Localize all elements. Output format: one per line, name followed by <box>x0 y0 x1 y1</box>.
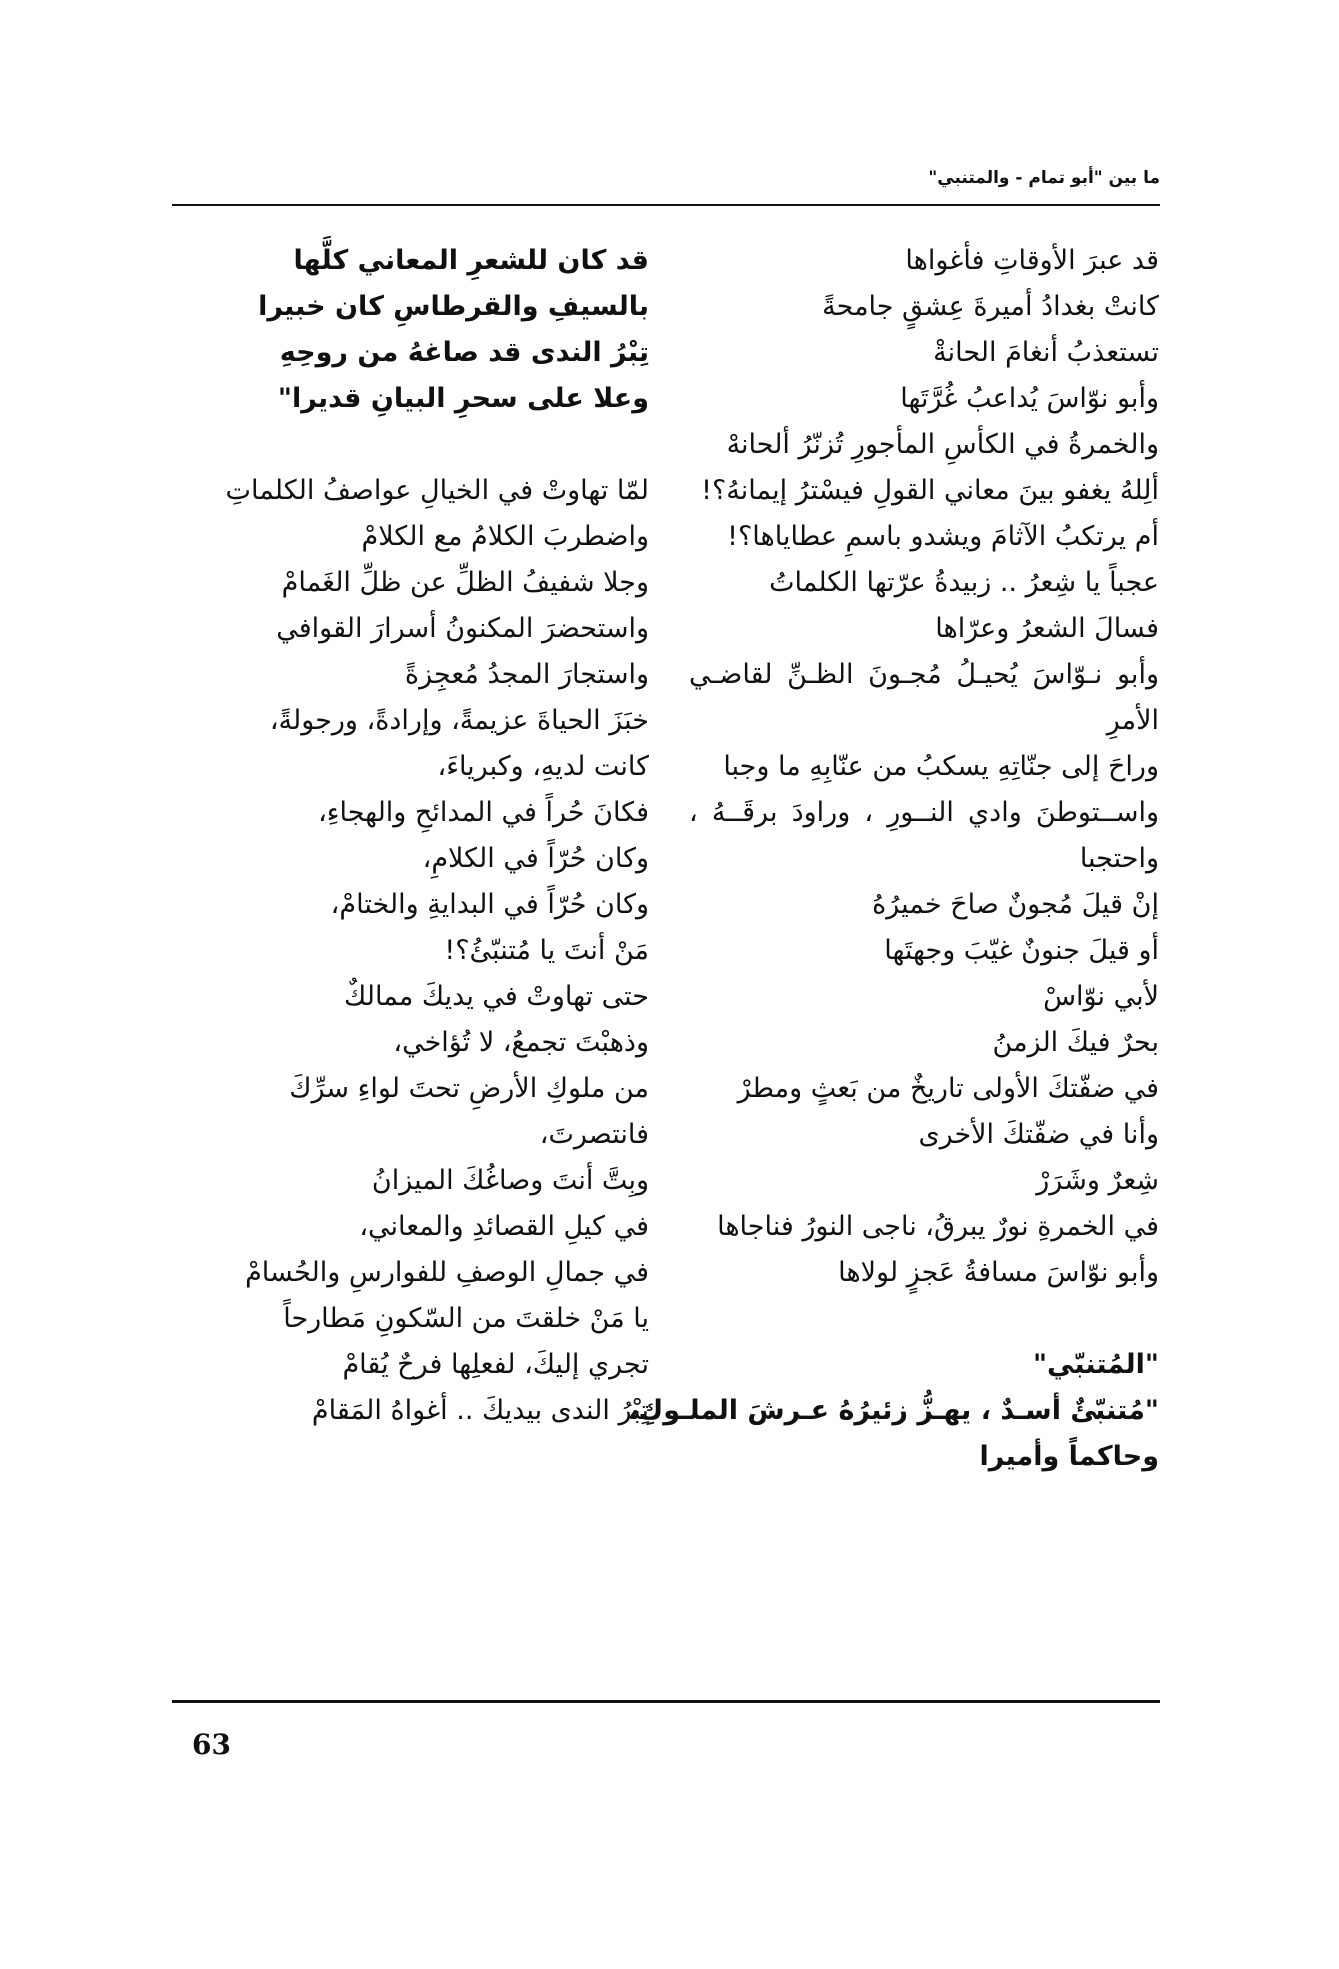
poem-line: وراحَ إلى جنّاتِهِ يسكبُ من عنّابِهِ ما وجبا <box>723 751 1159 782</box>
poem-line-bold: بالسيفِ والقرطاسِ كان خبيرا <box>258 291 649 322</box>
poem-line: وأبو نـوّاسَ يُحيـلُ مُجـونَ الظـنِّ لقاضـي <box>689 659 1159 690</box>
poem-line: واستحضرَ المكنونُ أسرارَ القوافي <box>276 613 649 644</box>
poem-line: والخمرةُ في الكأسِ المأجورِ تُزنّرُ ألحانهْ <box>726 429 1159 460</box>
poem-line: وأنا في ضفّتكَ الأخرى <box>918 1119 1159 1150</box>
poem-line: أم يرتكبُ الآثامَ ويشدو باسمِ عطاياها؟! <box>727 521 1159 552</box>
poem-line: وبِتَّ أنتَ وصاغُكَ الميزانُ <box>371 1165 649 1196</box>
poem-line: فانتصرتَ، <box>539 1119 649 1150</box>
poem-line: فكانَ حُراً في المدائحِ والهجاءِ، <box>318 797 649 828</box>
right-column <box>628 238 1159 1480</box>
page-number: 63 <box>192 1728 231 1761</box>
poem-line: وكان حُرّاً في الكلامِ، <box>422 843 649 874</box>
poem-line: وكان حُرّاً في البدايةِ والختامْ، <box>330 889 649 920</box>
poem-line: ألِلهُ يغفو بينَ معاني القولِ فيسْترُ إيمانهُ؟! <box>701 475 1159 506</box>
poem-line: تِبْرُ الندى بيديكَ .. أغواهُ المَقامْ <box>311 1395 649 1426</box>
page-header <box>172 168 1160 216</box>
poem-line: في الخمرةِ نورٌ يبرقُ، ناجى النورُ فناجاها <box>717 1211 1159 1242</box>
section-heading: "المُتنبّي" <box>1032 1349 1159 1380</box>
poem-line: في ضفّتكَ الأولى تاريخٌ من بَعثٍ ومطرْ <box>737 1073 1159 1104</box>
poem-line: خبَزَ الحياةَ عزيمةً، وإرادةً، ورجولةً، <box>269 705 649 736</box>
stanza-gap <box>689 1296 1159 1342</box>
poem-line: تجري إليكَ، لفعلِها فرحٌ يُقامْ <box>342 1349 649 1380</box>
poem-line-bold: تِبْرُ الندى قد صاغهُ من روحِهِ <box>279 337 649 368</box>
poem-line-bold: قد كان للشعرِ المعاني كلَّها <box>293 245 649 276</box>
poem-line: واســتوطنَ وادي النــورِ ، وراودَ برقَــهُ ، <box>689 797 1159 828</box>
left-column <box>159 238 649 1434</box>
poem-line: إنْ قيلَ مُجونٌ صاحَ خميرُهُ <box>872 889 1159 920</box>
poem-line: بحرٌ فيكَ الزمنُ <box>992 1027 1159 1058</box>
page-footer <box>172 1700 1160 1780</box>
poem-line: لأبي نوّاسْ <box>1043 981 1159 1012</box>
poem-line-bold: وعلا على سحرِ البيانِ قديرا" <box>277 383 649 414</box>
poem-line: في كيلِ القصائدِ والمعاني، <box>359 1211 649 1242</box>
poem-line: عجباً يا شِعرُ .. زبيدةُ عرّتها الكلماتُ <box>769 567 1159 598</box>
poem-line: واضطربَ الكلامُ مع الكلامْ <box>361 521 649 552</box>
poem-line: أو قيلَ جنونٌ غيّبَ وجهتَها <box>884 935 1159 966</box>
poem-line: حتى تهاوتْ في يديكَ ممالكٌ <box>344 981 649 1012</box>
poem-line: وجلا شفيفُ الظلِّ عن ظلِّ الغَمامْ <box>281 567 649 598</box>
poem-line: فسالَ الشعرُ وعرّاها <box>935 613 1159 644</box>
poem-line: وأبو نوّاسَ يُداعبُ غُرَّتَها <box>900 383 1159 414</box>
header-rule <box>172 204 1160 206</box>
poem-line: في جمالِ الوصفِ للفوارسِ والحُسامْ <box>245 1257 649 1288</box>
poem-line: كانت لديهِ، وكبرياءَ، <box>437 751 649 782</box>
poem-line: وأبو نوّاسَ مسافةُ عَجزٍ لولاها <box>838 1257 1159 1288</box>
poem-line: الأمرِ <box>1106 705 1159 736</box>
poem-line: وذهبْتَ تجمعُ، لا تُؤاخي، <box>393 1027 649 1058</box>
running-head: ما بين "أبو تمام - والمتنبي" <box>928 168 1160 188</box>
stanza-gap <box>159 422 649 468</box>
poem-line: يا مَنْ خلقتَ من السّكونِ مَطارحاً <box>283 1303 649 1334</box>
poem-line: مَنْ أنتَ يا مُتنبّئُ؟! <box>444 935 649 966</box>
poem-line: من ملوكِ الأرضِ تحتَ لواءِ سرِّكَ <box>289 1073 649 1104</box>
poem-line: شِعرٌ وشَرَرْ <box>1036 1165 1159 1196</box>
footer-rule <box>172 1700 1160 1703</box>
poem-line: كانتْ بغدادُ أميرةَ عِشقٍ جامحةً <box>822 291 1159 322</box>
poem-line-bold: وحاكماً وأميرا <box>979 1441 1159 1472</box>
poem-line: واحتجبا <box>1079 843 1159 874</box>
poem-line-bold: "مُتنبّئٌ أسـدٌ ، يهـزُّ زئيرُهُ عـرشَ الملـوكِ، <box>628 1395 1159 1426</box>
poem-line: واستجارَ المجدُ مُعجِزةً <box>404 659 649 690</box>
poem-line: تستعذبُ أنغامَ الحانةْ <box>933 337 1159 368</box>
poem-line: لمّا تهاوتْ في الخيالِ عواصفُ الكلماتِ <box>225 475 649 506</box>
poem-line: قد عبرَ الأوقاتِ فأغواها <box>905 245 1159 276</box>
